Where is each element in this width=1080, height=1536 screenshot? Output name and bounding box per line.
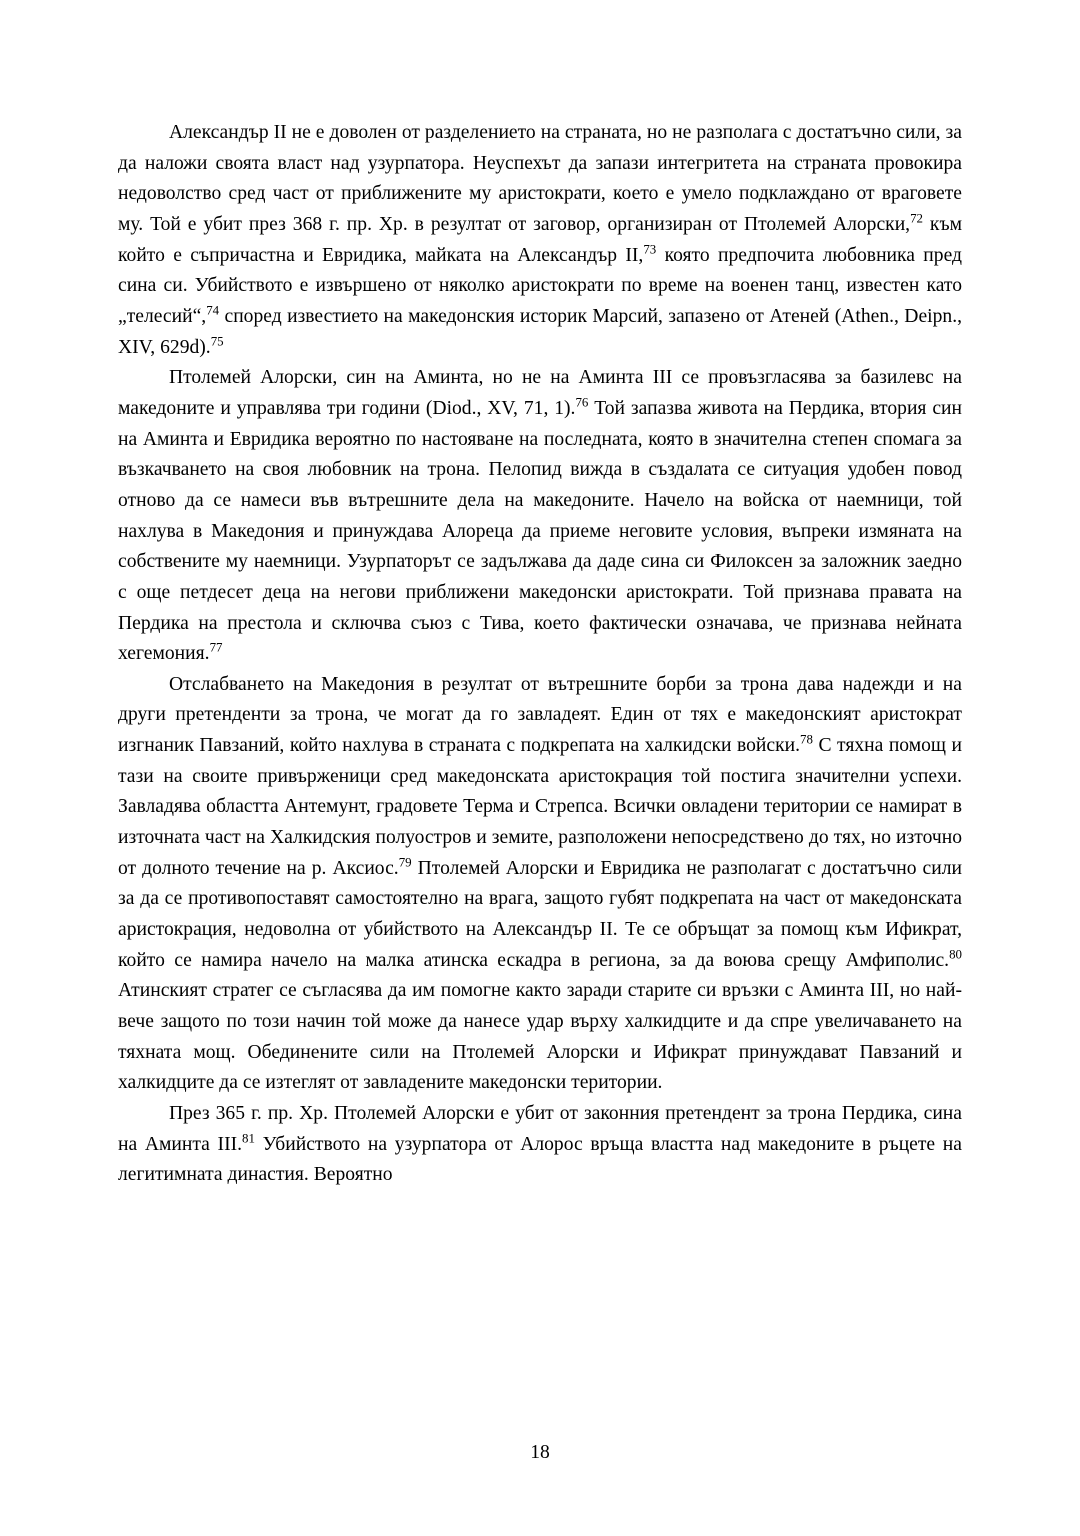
paragraph: Отслабването на Македония в резултат от вътрешните борби за трона дава надежди и на други претенденти за трона, че могат да го завладеят. Един от тях е македонският аристократ изгнаник Павзаний, който нахлува в страната с подкрепата на халкидски войски.$^{78}$ С тяхна помощ и тази на своите привърженици сред македонската аристокрация той постига значителни успехи. Завладява областта Антемунт, градовете Терма и Стрепса. Всички овладени територии се намират в източната част на Халкидския полуостров и земите, разположени непосредствено до тях, но източно от долното течение на р. Аксиос.$^{79}$ Птолемей Алорски и Евридика не разполагат с достатъчно сили за да се противопоставят самостоятелно на врага, защото губят подкрепата на част от македонската аристокрация, недоволна от убийството на Александър II. Те се обръщат за помощ към Ификрат, който се намира начело на малка атинска ескадра в региона, за да воюва срещу Амфиполис.$^{80}$ Атинският стратег се съгласява да им помогне както заради старите си връзки с Аминта III, но най-вече защото по този начин той може да нанесе удар върху халкидците и да спре увеличаването на тяхната мощ. Обединените сили на Птолемей Алорски и Ификрат принуждават Павзаний и халкидците да се изтеглят от завладените македонски територии. xyxy=(118,673,963,1094)
footnote-marker: 76 xyxy=(575,394,589,410)
paragraph: Птолемей Алорски, син на Аминта, но не на Аминта III се провъзгласява за базилевс на македоните и управлява три години (Diod., XV, 71, 1).$^{76}$ Той запазва живота на Пердика, втория син на Аминта и Евридика вероятно по настояване на последната, която в значителна степен спомага за възкачването на своя любовник на трона. Пелопид вижда в създалата се ситуация удобен повод отново да се намеси във вътрешните дела на македоните. Начело на войска от наемници, той нахлува в Македония и принуждава Алореца да приеме неговите условия, въпреки измяната на собствените му наемници. Узурпаторът се задължава да даде сина си Филоксен за заложник заедно с още петдесет деца на негови приближени македонски аристократи. Той признава правата на Пердика на престола и сключва съюз с Тива, което фактически означава, че признава нейната хегемония.$^{77}$ xyxy=(118,367,962,665)
footnote-marker: 72 xyxy=(910,210,923,226)
paragraph: През 365 г. пр. Хр. Птолемей Алорски е убит от законния претендент за трона Пердика, сина на Аминта III.$^{81}$ Убийството на узурпатора от Алорос връща властта над македоните в ръцете на легитимната династия. Вероятно xyxy=(118,1103,962,1186)
paragraph: Александър II не е доволен от разделението на страната, но не разполага с достатъчно сили, за да наложи своята власт над узурпатора. Неуспехът да запази интегритета на страната провокира недоволство сред част от приближените му аристократи, което е умело подклаждано от враговете му. Той е убит през 368 г. пр. Хр. в резултат от заговор, организиран от Птолемей Алорски,$^{72}$ към който е съпричастна и Евридика, майката на Александър II,$^{73}$ която предпочита любовника пред сина си. Убийството е извършено от няколко аристократи по време на военен танц, известен като „телесий“,$^{74}$ според известието на македонския историк Марсий, запазено от Атеней (Athen., Deipn., XIV, 629d).$^{75}$ xyxy=(118,122,962,358)
footnote-marker: 75 xyxy=(210,333,224,349)
footnote-marker: 80 xyxy=(949,946,962,962)
footnote-marker: 81 xyxy=(242,1130,255,1146)
footnote-marker: 74 xyxy=(206,302,220,318)
footnote-marker: 78 xyxy=(800,731,813,747)
page-number: 18 xyxy=(530,1442,550,1463)
page-body xyxy=(118,118,962,1191)
footnote-marker: 73 xyxy=(643,241,657,257)
footnote-marker: 79 xyxy=(398,854,412,870)
footnote-marker: 77 xyxy=(209,639,223,655)
